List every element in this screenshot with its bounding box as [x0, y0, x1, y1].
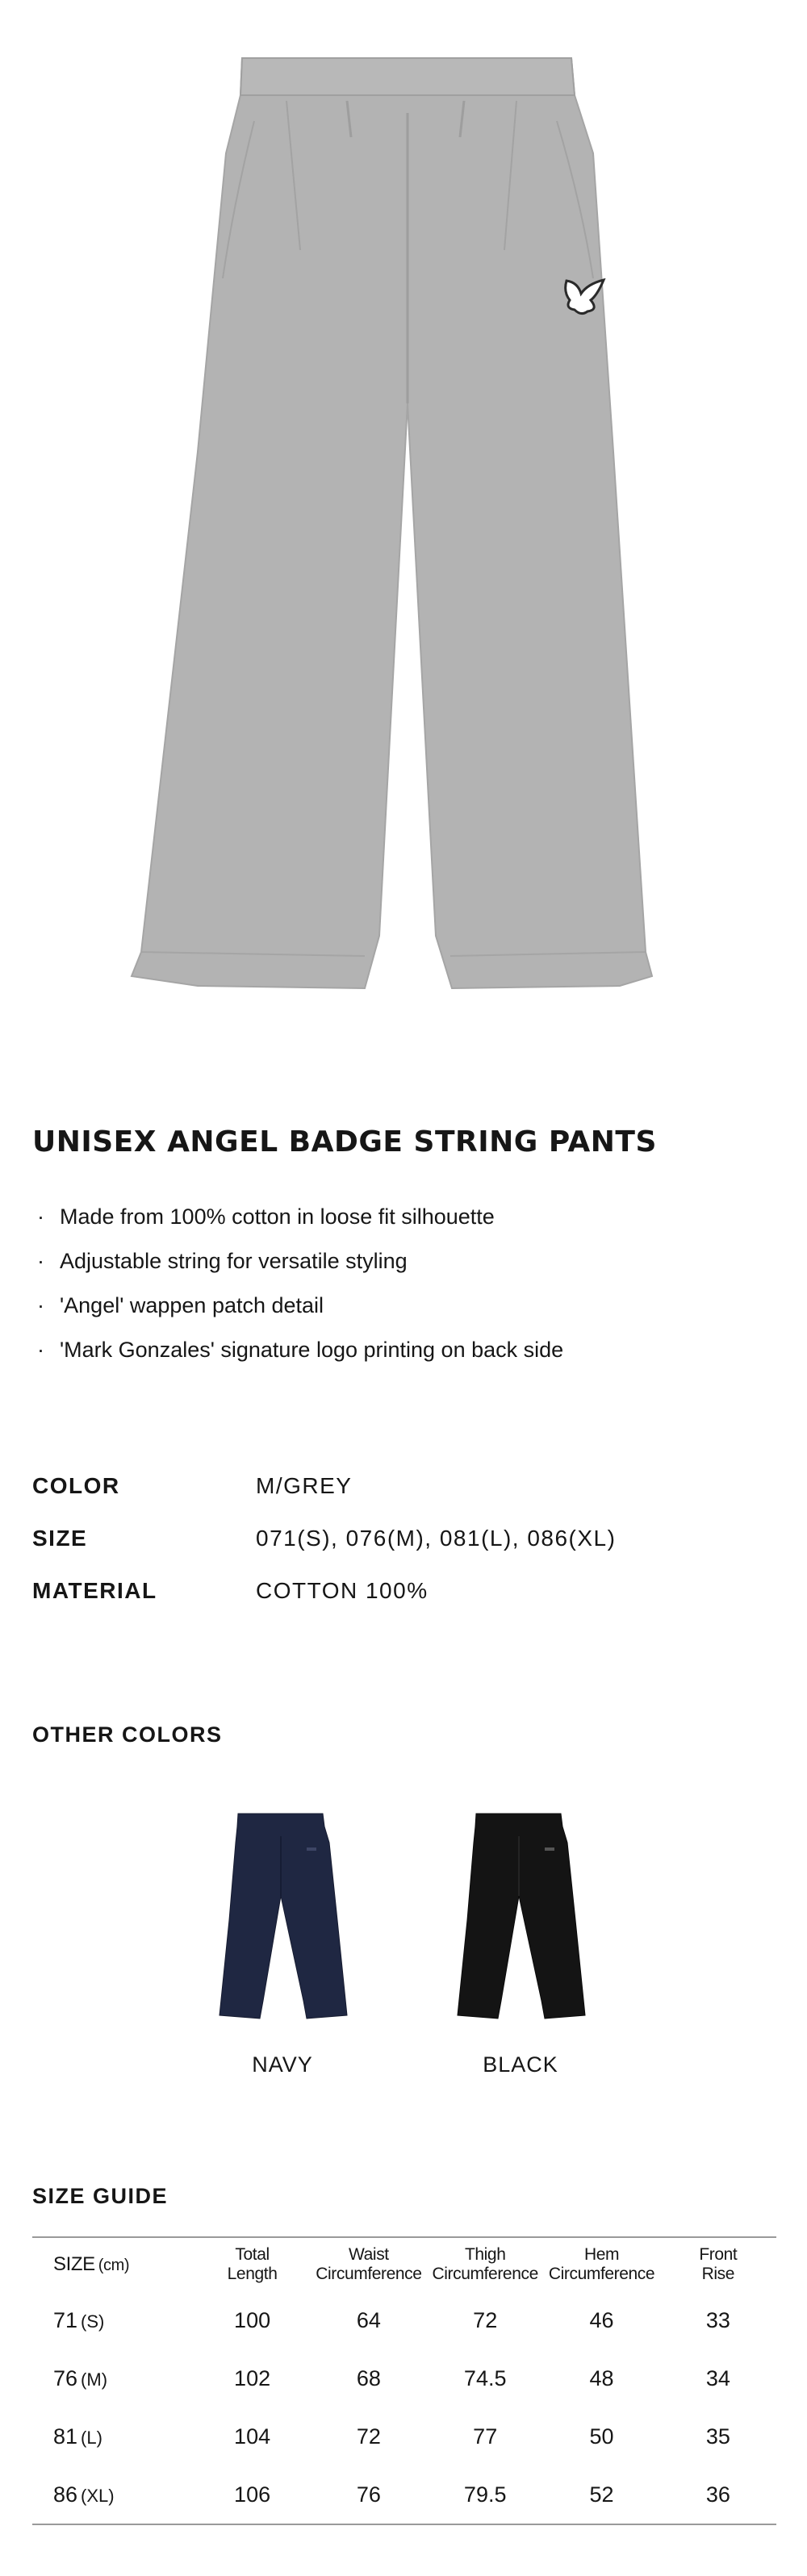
feature-item: · Adjustable string for versatile styling	[32, 1245, 563, 1289]
table-cell: 33	[705, 2307, 730, 2332]
swatch-label[interactable]: NAVY	[252, 2052, 313, 2077]
table-cell: 76	[356, 2482, 381, 2507]
pants-shape	[132, 58, 652, 988]
navy-pants-image[interactable]	[194, 1807, 371, 2025]
column-header-thigh: Thigh Circumference	[432, 2245, 538, 2283]
table-cell: 50	[589, 2424, 614, 2449]
column-header-hem: Hem Circumference	[548, 2245, 655, 2283]
table-cell: 104	[234, 2424, 271, 2449]
spec-label: SIZE	[32, 1526, 88, 1551]
feature-list	[32, 1200, 563, 1378]
table-cell: 46	[589, 2307, 614, 2332]
table-cell: 106	[234, 2482, 271, 2507]
table-cell: 36	[705, 2482, 730, 2507]
table-cell: 74.5	[463, 2365, 507, 2390]
column-header-front-rise: Front Rise	[699, 2245, 738, 2283]
spec-label: MATERIAL	[32, 1578, 157, 1603]
table-cell: 52	[589, 2482, 614, 2507]
size-cell: 86 (XL)	[53, 2482, 115, 2507]
table-cell: 72	[473, 2307, 498, 2332]
color-swatch-black[interactable]	[432, 1807, 609, 2077]
size-cell: 76 (M)	[53, 2365, 108, 2390]
feature-item: · Made from 100% cotton in loose fit silhouette	[32, 1200, 563, 1245]
table-row	[32, 2465, 776, 2524]
bullet-icon: ·	[37, 1293, 44, 1317]
feature-item: · 'Angel' wappen patch detail	[32, 1289, 563, 1334]
table-cell: 34	[705, 2365, 730, 2390]
bullet-icon: ·	[37, 1338, 44, 1362]
grey-pants-image	[0, 0, 807, 1049]
size-cell: 71 (S)	[53, 2307, 105, 2332]
table-header-row	[32, 2237, 776, 2291]
waistband	[240, 58, 575, 95]
bullet-icon: ·	[37, 1204, 44, 1229]
table-cell: 48	[589, 2365, 614, 2390]
table-row	[32, 2291, 776, 2349]
table-row	[32, 2349, 776, 2407]
spec-value: COTTON 100%	[256, 1578, 429, 1603]
size-column-header: SIZE (cm)	[53, 2252, 130, 2275]
bullet-icon: ·	[37, 1249, 44, 1273]
table-cell: 35	[705, 2424, 730, 2449]
size-cell: 81 (L)	[53, 2424, 102, 2449]
column-header-total-length: Total Length	[227, 2245, 278, 2283]
size-guide-table	[32, 2236, 776, 2525]
spec-value: M/GREY	[256, 1473, 353, 1498]
product-title: UNISEX ANGEL BADGE STRING PANTS	[32, 1125, 657, 1159]
table-cell: 72	[356, 2424, 381, 2449]
size-guide-title: SIZE GUIDE	[32, 2184, 169, 2208]
black-pants-image[interactable]	[432, 1807, 609, 2025]
product-image	[0, 0, 807, 1049]
table-row	[32, 2407, 776, 2465]
spec-label: COLOR	[32, 1473, 120, 1498]
table-cell: 79.5	[463, 2482, 507, 2507]
spec-value: 071(S), 076(M), 081(L), 086(XL)	[256, 1526, 617, 1551]
table-cell: 64	[356, 2307, 381, 2332]
color-swatch-navy[interactable]	[194, 1807, 371, 2077]
table-cell: 100	[234, 2307, 271, 2332]
other-colors-title: OTHER COLORS	[32, 1722, 223, 1747]
feature-item: · 'Mark Gonzales' signature logo printing on back side	[32, 1334, 563, 1378]
table-cell: 68	[356, 2365, 381, 2390]
swatch-label[interactable]: BLACK	[483, 2052, 558, 2077]
column-header-waist: Waist Circumference	[316, 2245, 422, 2283]
table-cell: 102	[234, 2365, 271, 2390]
table-cell: 77	[473, 2424, 498, 2449]
